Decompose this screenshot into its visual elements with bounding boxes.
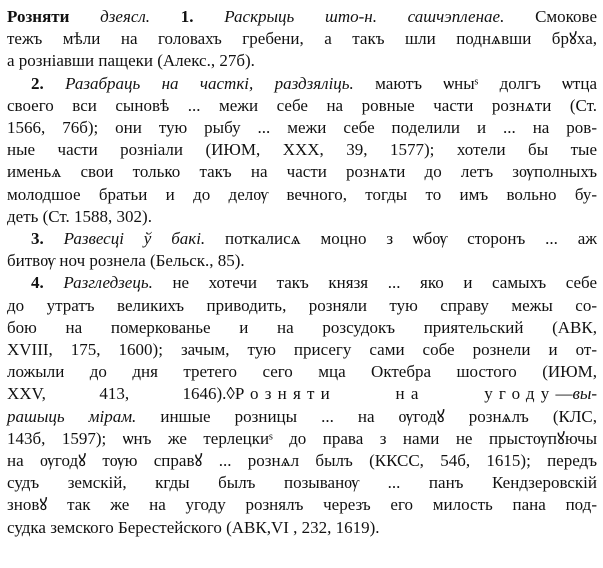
citation-text: поткалисѧ моцно з ѡбѹ сторонъ ... аж <box>225 229 598 249</box>
text-line: до утратъ великихъ приводить, розняли тую справу межы со- <box>7 295 597 315</box>
text-line <box>7 406 597 428</box>
text-line: 143б, 1597); ѡнъ же терлецкиˢ до права з нами не прыстѹпꙋючы <box>7 428 597 448</box>
text-line: именьѧ свои только такъ на части рознѧти до летъ зѹполныхъ <box>7 162 597 182</box>
sense-number: 1. <box>180 7 194 26</box>
text-line <box>7 272 597 294</box>
text-line: своего вси сыновѣ ... межи себе на ровные части рознѧти (Ст. <box>7 95 597 115</box>
sense-3-paragraph <box>7 228 597 272</box>
citation-text: маютъ ѡныˢ долгъ ѡтца <box>375 73 597 93</box>
phrase-definition-part2: рашыць мірам. <box>7 406 137 426</box>
citation-text: XXV, 413, 1646). <box>7 384 227 404</box>
text-line <box>7 73 597 95</box>
text-line: тежъ мѣли на головахъ гребени, а такъ шли поднѧвши брꙋха, <box>7 29 597 49</box>
part-of-speech: дзеясл. <box>100 7 151 26</box>
text-line: деть (Ст. 1588, 302). <box>7 206 152 226</box>
text-line: 1566, 76б); они тую рыбу ... межи себе поделили и ... на ров- <box>7 118 597 138</box>
text-line: ные части розніали (ИЮМ, XXX, 39, 1577); хотели бы тые <box>7 140 597 160</box>
sense-definition: Развесці ў бакі. <box>63 229 206 249</box>
text-line <box>7 228 597 250</box>
sense-number: 2. <box>31 73 44 93</box>
sense-4-paragraph <box>7 272 597 538</box>
text-line: а розніавши пащеки (Алекс., 27б). <box>7 51 255 71</box>
headword: Розняти <box>7 7 70 26</box>
sense-definition: Разабраць на часткі, раздзяліць. <box>65 73 354 93</box>
sense-number: 3. <box>31 229 44 249</box>
text-line: бою на померкованье и на розсудокъ приятельский (АВК, <box>7 317 597 337</box>
sense-definition: Разгледзець. <box>63 273 153 293</box>
sense-1-paragraph <box>7 6 597 73</box>
sense-number: 4. <box>31 273 44 293</box>
phrase-definition-part1: вы- <box>572 384 597 404</box>
citation-text: не хотечи такъ князя ... яко и самыхъ себе <box>172 273 598 293</box>
phrase-dash: — <box>555 384 573 404</box>
sense-2-paragraph <box>7 73 597 228</box>
sense-definition: Раскрыць што-н. сашчэпленае. <box>224 7 505 26</box>
text-line: XVIII, 175, 1600); зачым, тую присегу сами собе рознели и от- <box>7 340 597 360</box>
text-line <box>7 6 597 28</box>
phrase-term: Розняти на угоду <box>234 384 556 404</box>
text-line: молодшое братьи и до делѹ вечного, тогды то имъ вольно бу- <box>7 184 597 204</box>
text-line: на ѹгодꙋ тѹю справꙋ ... рознѧл былъ (ККСС, 54б, 1615); передъ <box>7 451 597 471</box>
phrase-marker: ◊ <box>226 384 235 404</box>
citation-text: Смокове <box>535 7 598 26</box>
text-line <box>7 383 597 405</box>
text-line: ложыли до дня третего сего мца Октебра шостого (ИЮМ, <box>7 362 597 382</box>
text-line: битвѹ ноч рознела (Бельск., 85). <box>7 251 245 271</box>
text-line: зновꙋ так же на угоду рознялъ черезъ его милость пана под- <box>7 495 597 515</box>
text-line: судъ земскій, кгды былъ позыванѹ ... панъ Кендзеровскій <box>7 473 597 493</box>
citation-text: иншые розницы ... на ѹгодꙋ рознѧлъ (КЛС, <box>160 406 598 426</box>
text-line: судка земского Берестейского (АВК,VI , 232, 1619). <box>7 517 380 537</box>
